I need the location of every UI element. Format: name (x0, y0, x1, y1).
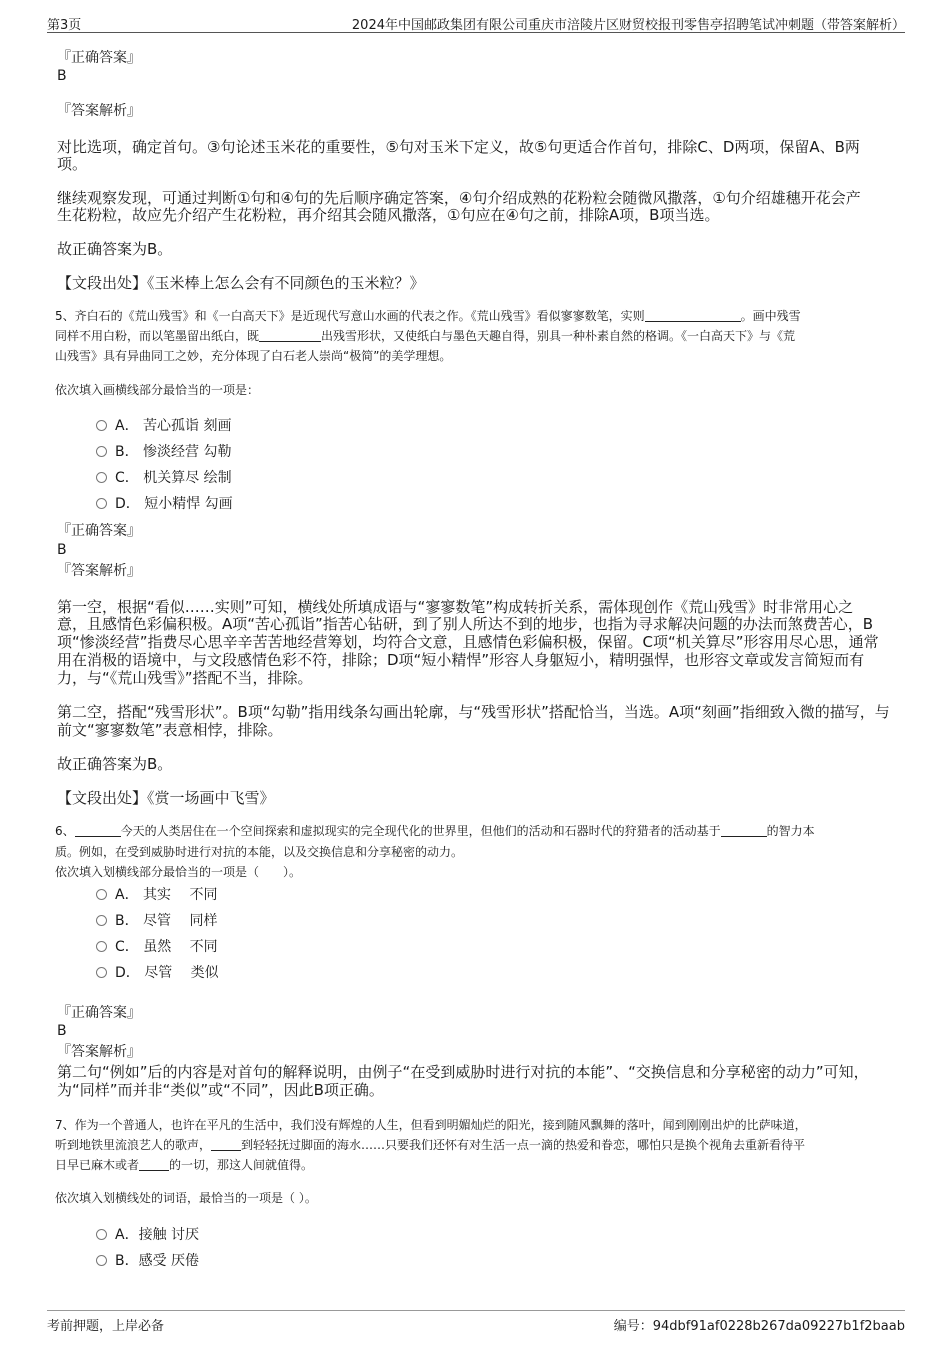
q5-analysis-a1: 第一空，根据“看似……实则”可知，横线处所填成语与“寥寥数笔”构成转折关系，需体现创作《荒山残雪》时非常用心之 (57, 598, 854, 616)
q6-stem-text: 6、 (55, 824, 75, 838)
q5-analysis-label: 『答案解析』 (57, 563, 141, 579)
q5-blank-2 (259, 327, 321, 342)
q5-analysis-a2: 意，且感情色彩偏积极。A项“苦心孤诣”指苦心钻研，到了别人所达不到的地步，也指为寻求解决问题的办法而煞费苦心，B (57, 615, 874, 633)
radio-icon[interactable] (96, 1255, 107, 1266)
q5-conclusion: 故正确答案为B。 (57, 755, 173, 773)
q4-source: 【文段出处】《玉米棒上怎么会有不同颜色的玉米粒？》 (57, 274, 425, 292)
q7-stem-text: 日早已麻木或者 (55, 1158, 140, 1172)
q4-analysis-label: 『答案解析』 (57, 103, 141, 119)
q5-stem-text: 同样不用白粉，而以笔墨留出纸白，既 (55, 329, 260, 343)
q6-stem-text: 的智力本 (766, 824, 815, 838)
radio-icon[interactable] (96, 889, 107, 900)
q6-option-c[interactable] (96, 936, 218, 956)
q6-analysis-label: 『答案解析』 (57, 1044, 141, 1060)
q6-stem-line2: 质。例如，在受到威胁时进行对抗的本能，以及交换信息和分享秘密的动力。 (55, 845, 464, 859)
page-header (47, 12, 905, 33)
q7-stem-text: 的一切，那这人间就值得。 (169, 1158, 314, 1172)
page-footer (47, 1310, 905, 1335)
option-label: D． 短小精悍 勾画 (115, 496, 233, 512)
radio-icon[interactable] (96, 446, 107, 457)
q5-stem-text: 5、齐白石的《荒山残雪》和《一白高天下》是近现代写意山水画的代表之作。《荒山残雪》看似寥寥数笔，实则 (55, 309, 645, 323)
q5-stem-line1 (55, 306, 895, 326)
radio-icon[interactable] (96, 1229, 107, 1240)
q6-analysis-a2: 为“同样”而并非“类似”或“不同”，因此B项正确。 (57, 1081, 384, 1099)
q6-correct-label: 『正确答案』 (57, 1005, 141, 1021)
radio-icon[interactable] (96, 498, 107, 509)
option-label: A． 其实 不同 (115, 887, 218, 903)
q5-stem-line3: 山残雪》具有异曲同工之妙，充分体现了白石老人崇尚“极简”的美学理想。 (55, 349, 452, 363)
option-label: A．接触 讨厌 (115, 1227, 200, 1243)
q6-stem-line1 (55, 821, 895, 841)
q5-option-b[interactable] (96, 441, 232, 461)
option-label: C． 虽然 不同 (115, 939, 218, 955)
q7-stem-line3 (55, 1155, 895, 1175)
option-label: D． 尽管 类似 (115, 965, 219, 981)
q7-stem-text: 到轻轻抚过脚面的海水……只要我们还怀有对生活一点一滴的热爱和眷恋，哪怕只是换个视角去重新看待平 (241, 1138, 806, 1152)
q6-blank-2 (721, 822, 767, 837)
q4-conclusion: 故正确答案为B。 (57, 240, 173, 258)
q5-stem-text: 出残雪形状，又使纸白与墨色天趣自得，别具一种朴素自然的格调。《一白高天下》与《荒 (321, 329, 796, 343)
q5-analysis-a5: 力，与“《荒山残雪》”搭配不当，排除。 (57, 669, 313, 687)
q5-correct-label: 『正确答案』 (57, 523, 141, 539)
q5-stem-text: 。画中残雪 (740, 309, 801, 323)
radio-icon[interactable] (96, 420, 107, 431)
q6-option-a[interactable] (96, 884, 217, 904)
q6-blank-1 (75, 822, 121, 837)
q5-option-c[interactable] (96, 467, 232, 487)
radio-icon[interactable] (96, 472, 107, 483)
q6-option-d[interactable] (96, 962, 219, 982)
option-label: A． 苦心孤诣 刻画 (115, 418, 232, 434)
q4-answer: B (57, 68, 67, 84)
q5-option-d[interactable] (96, 493, 233, 513)
radio-icon[interactable] (96, 967, 107, 978)
q5-analysis-a3: 项“惨淡经营”指费尽心思辛辛苦苦地经营筹划，均符合文意，且感情色彩偏积极，保留。C项“机关算尽”形容用尽心思，通常 (57, 633, 879, 651)
q5-analysis-a4: 用在消极的语境中，与文段感情色彩不符，排除；D项“短小精悍”形容人身躯短小，精明强悍，也形容文章或发言简短而有 (57, 651, 865, 669)
q7-stem-line2 (55, 1135, 895, 1155)
q5-source: 【文段出处】《赏一场画中飞雪》 (57, 789, 275, 807)
q4-analysis-p2-l1: 继续观察发现，可通过判断①句和④句的先后顺序确定答案，④句介绍成熟的花粉粒会随微风撒落，①句介绍雄穗开花会产 (57, 189, 861, 207)
q7-blank-2 (139, 1156, 169, 1171)
q6-stem-text: 今天的人类居住在一个空间探索和虚拟现实的完全现代化的世界里，但他们的活动和石器时代的狩猎者的活动基于 (120, 824, 721, 838)
q4-correct-label: 『正确答案』 (57, 50, 141, 66)
q5-prompt: 依次填入画横线部分最恰当的一项是： (55, 383, 260, 397)
option-label: B． 尽管 同样 (115, 913, 218, 929)
document-id: 编号：94dbf91af0228b267da09227b1f2baab (613, 1319, 905, 1334)
q5-answer: B (57, 542, 67, 558)
option-label: C． 机关算尽 绘制 (115, 470, 232, 486)
radio-icon[interactable] (96, 941, 107, 952)
q4-analysis-p1-l2: 项。 (57, 155, 88, 173)
q7-blank-1 (211, 1136, 241, 1151)
q5-analysis-b2: 前文“寥寥数笔”表意相悖，排除。 (57, 721, 283, 739)
q7-stem-text: 听到地铁里流浪艺人的歌声， (55, 1138, 212, 1152)
q6-option-b[interactable] (96, 910, 218, 930)
page-number: 第3页 (47, 18, 82, 33)
q5-blank-1 (645, 307, 741, 322)
q5-analysis-b1: 第二空，搭配“残雪形状”。B项“勾勒”指用线条勾画出轮廓，与“残雪形状”搭配恰当，当选。A项“刻画”指细致入微的描写，与 (57, 703, 890, 721)
q5-stem-line2 (55, 326, 895, 346)
q7-option-a[interactable] (96, 1224, 199, 1244)
option-label: B．感受 厌倦 (115, 1253, 200, 1269)
radio-icon[interactable] (96, 915, 107, 926)
q5-option-a[interactable] (96, 415, 231, 435)
document-title: 2024年中国邮政集团有限公司重庆市涪陵片区财贸校报刊零售亭招聘笔试冲刺题（带答案解析） (351, 18, 905, 33)
q7-option-b[interactable] (96, 1250, 199, 1270)
q6-prompt: 依次填入划横线部分最恰当的一项是（ ）。 (55, 865, 302, 879)
q6-answer: B (57, 1023, 67, 1039)
footer-slogan: 考前押题，上岸必备 (47, 1319, 165, 1334)
q4-analysis-p2-l2: 生花粉粒，故应先介绍产生花粉粒，再介绍其会随风撒落，①句应在④句之前，排除A项，B项当选。 (57, 206, 720, 224)
q4-analysis-p1-l1: 对比选项，确定首句。③句论述玉米花的重要性，⑤句对玉米下定义，故⑤句更适合作首句，排除C、D两项，保留A、B两 (57, 138, 860, 156)
q7-prompt: 依次填入划横线处的词语，最恰当的一项是（ ）。 (55, 1191, 317, 1205)
q7-stem-line1: 7、作为一个普通人，也许在平凡的生活中，我们没有辉煌的人生，但看到明媚灿烂的阳光，接到随风飘舞的落叶，闻到刚刚出炉的比萨味道， (55, 1118, 807, 1132)
option-label: B． 惨淡经营 勾勒 (115, 444, 232, 460)
q6-analysis-a1: 第二句“例如”后的内容是对首句的解释说明，由例子“在受到威胁时进行对抗的本能”、“交换信息和分享秘密的动力”可知， (57, 1063, 869, 1081)
